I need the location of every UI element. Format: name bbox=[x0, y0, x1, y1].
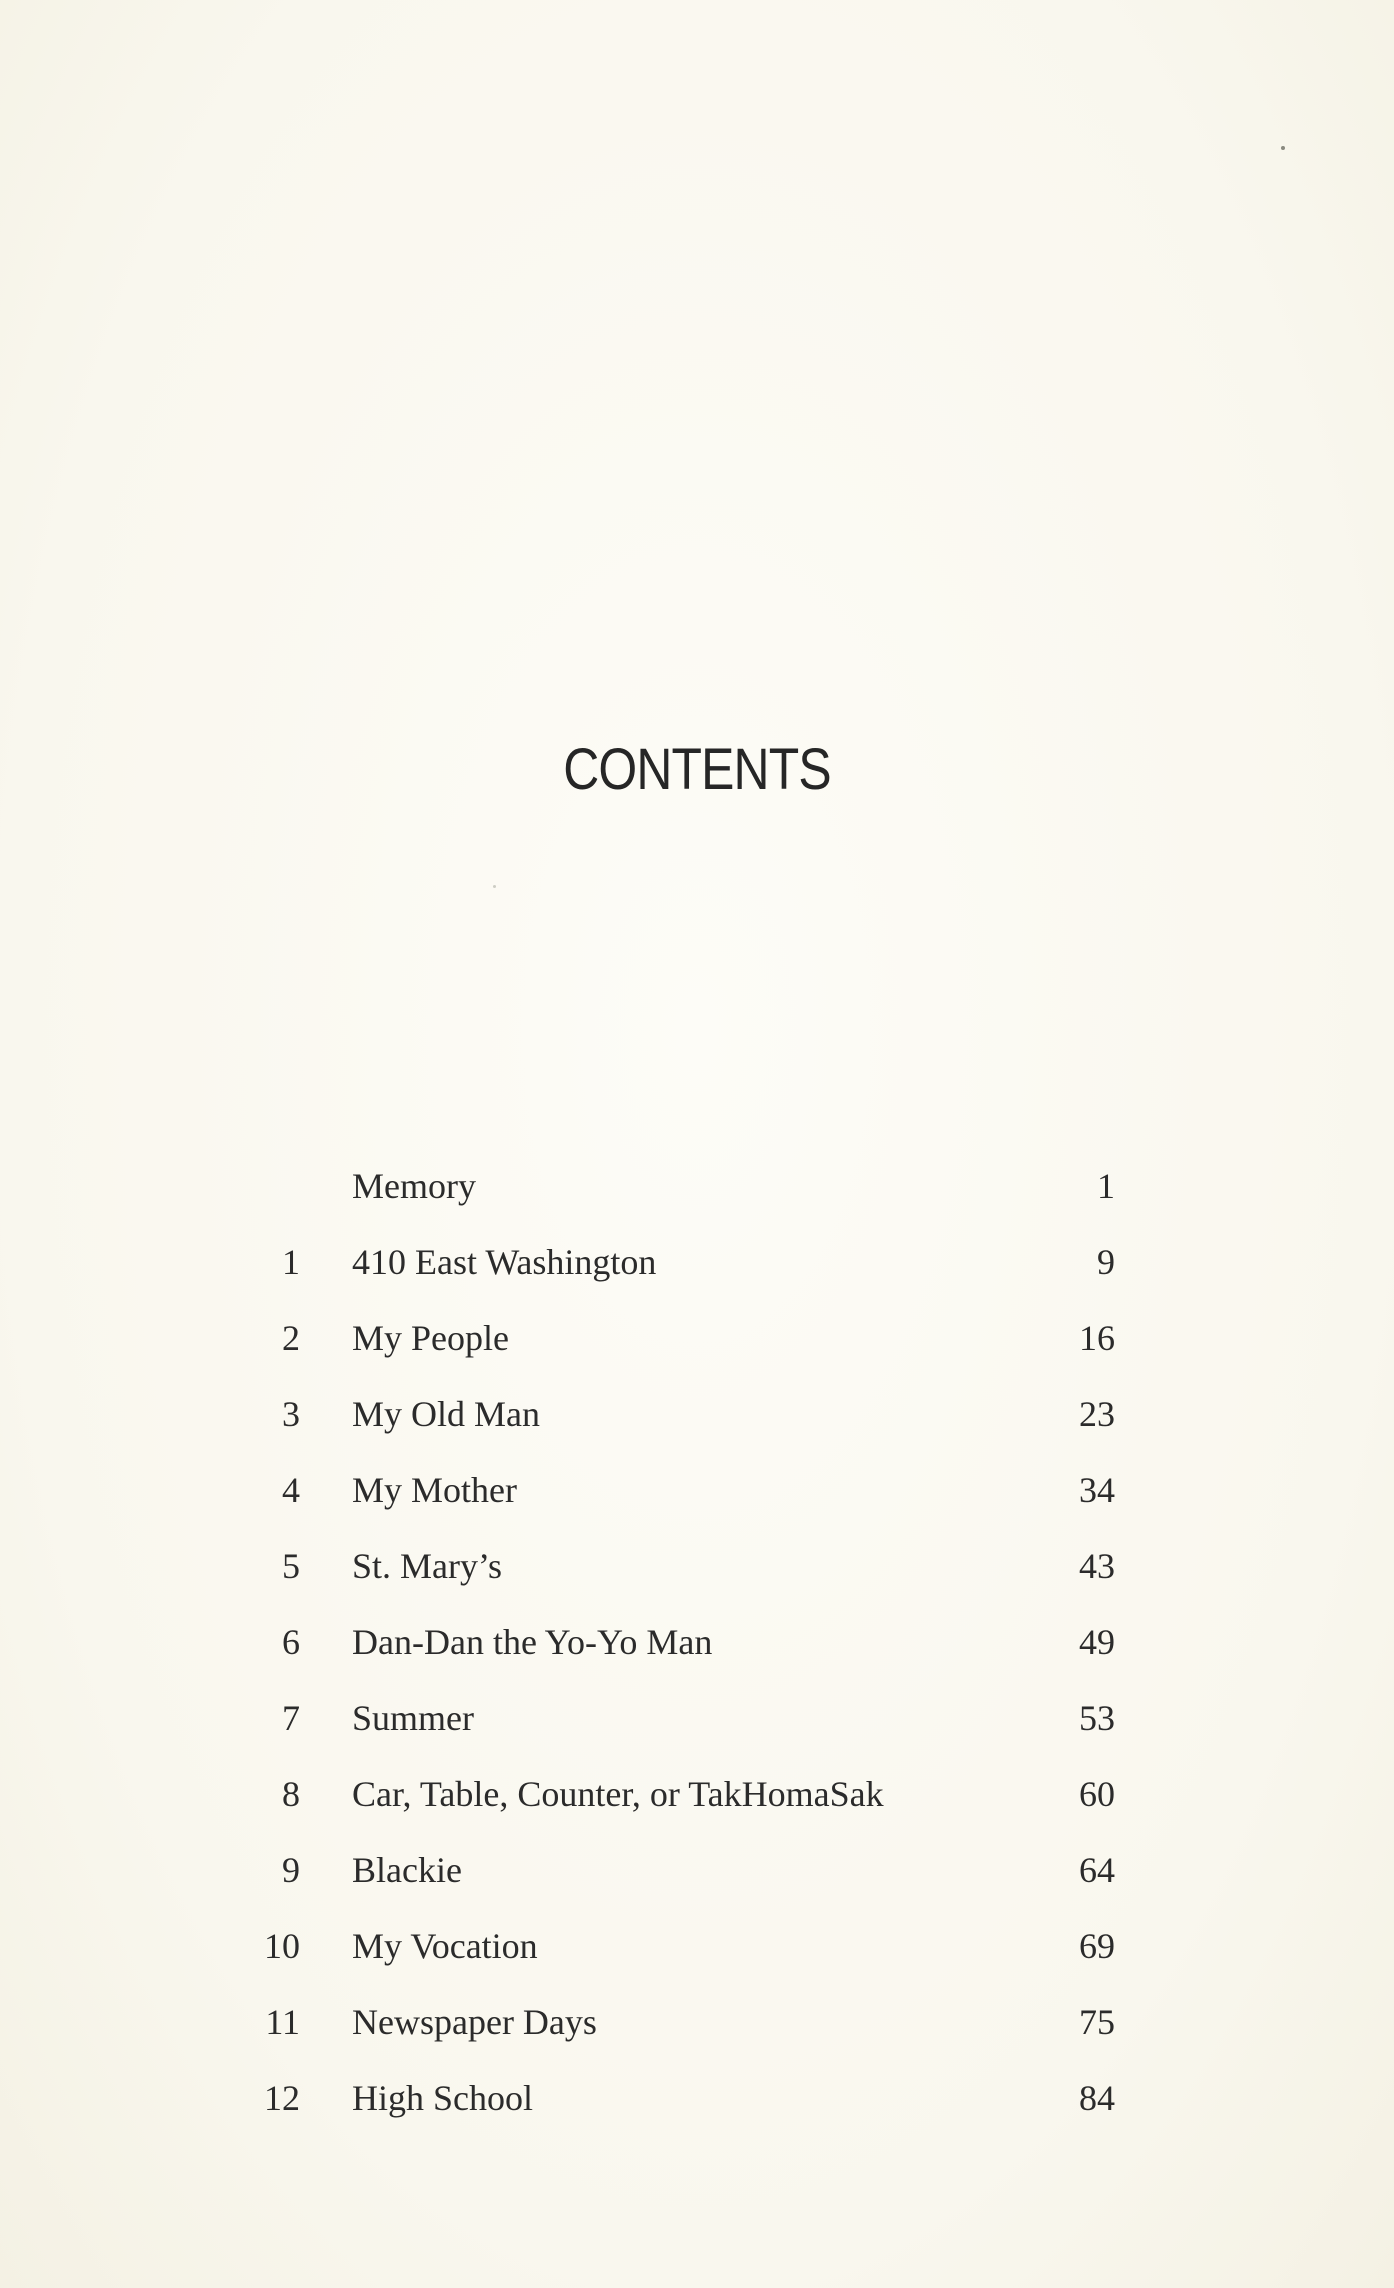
page-number: 34 bbox=[1079, 1470, 1115, 1510]
chapter-number: 10 bbox=[264, 1926, 300, 1966]
paper-speck bbox=[493, 885, 496, 888]
chapter-number: 4 bbox=[282, 1470, 300, 1510]
chapter-number: 8 bbox=[282, 1774, 300, 1814]
page-number: 84 bbox=[1079, 2078, 1115, 2118]
chapter-title: 410 East Washington bbox=[352, 1242, 657, 1282]
toc-entry bbox=[0, 1680, 1394, 1756]
chapter-number: 5 bbox=[282, 1546, 300, 1586]
chapter-number: 11 bbox=[265, 2002, 300, 2042]
chapter-title: High School bbox=[352, 2078, 534, 2118]
chapter-number: 12 bbox=[264, 2078, 300, 2118]
chapter-number: 6 bbox=[282, 1622, 300, 1662]
page-number: 69 bbox=[1079, 1926, 1115, 1966]
page-number: 1 bbox=[1097, 1166, 1115, 1206]
page-number: 64 bbox=[1079, 1850, 1115, 1890]
paper-speck bbox=[1281, 146, 1285, 150]
toc-entry bbox=[0, 1452, 1394, 1528]
chapter-title: Newspaper Days bbox=[352, 2002, 597, 2042]
chapter-number: 2 bbox=[282, 1318, 300, 1358]
toc-entry bbox=[0, 2060, 1394, 2136]
toc-entry bbox=[0, 1300, 1394, 1376]
toc-entry bbox=[0, 1756, 1394, 1832]
toc-entry bbox=[0, 1984, 1394, 2060]
chapter-number: 7 bbox=[282, 1698, 300, 1738]
page-number: 49 bbox=[1079, 1622, 1115, 1662]
chapter-title: St. Mary’s bbox=[352, 1546, 503, 1586]
toc-entry bbox=[0, 1832, 1394, 1908]
page-number: 75 bbox=[1079, 2002, 1115, 2042]
chapter-title: Summer bbox=[352, 1698, 474, 1738]
page-number: 9 bbox=[1097, 1242, 1115, 1282]
table-of-contents bbox=[0, 1148, 1394, 2148]
chapter-title: My Vocation bbox=[352, 1926, 538, 1966]
page-number: 16 bbox=[1079, 1318, 1115, 1358]
chapter-number: 9 bbox=[282, 1850, 300, 1890]
toc-entry bbox=[0, 1224, 1394, 1300]
chapter-title: Memory bbox=[352, 1166, 476, 1206]
toc-entry bbox=[0, 1148, 1394, 1224]
chapter-title: Car, Table, Counter, or TakHomaSak bbox=[352, 1774, 884, 1814]
toc-entry bbox=[0, 1528, 1394, 1604]
page-title: CONTENTS bbox=[563, 737, 831, 802]
chapter-title: My People bbox=[352, 1318, 509, 1358]
chapter-number: 3 bbox=[282, 1394, 300, 1434]
page-number: 53 bbox=[1079, 1698, 1115, 1738]
toc-entry bbox=[0, 1376, 1394, 1452]
page-number: 43 bbox=[1079, 1546, 1115, 1586]
page-number: 23 bbox=[1079, 1394, 1115, 1434]
chapter-title: My Mother bbox=[352, 1470, 517, 1510]
toc-entry bbox=[0, 1604, 1394, 1680]
chapter-title: Dan-Dan the Yo-Yo Man bbox=[352, 1622, 713, 1662]
page-number: 60 bbox=[1079, 1774, 1115, 1814]
toc-entry bbox=[0, 1908, 1394, 1984]
chapter-title: Blackie bbox=[352, 1850, 462, 1890]
chapter-number: 1 bbox=[282, 1242, 300, 1282]
chapter-title: My Old Man bbox=[352, 1394, 540, 1434]
